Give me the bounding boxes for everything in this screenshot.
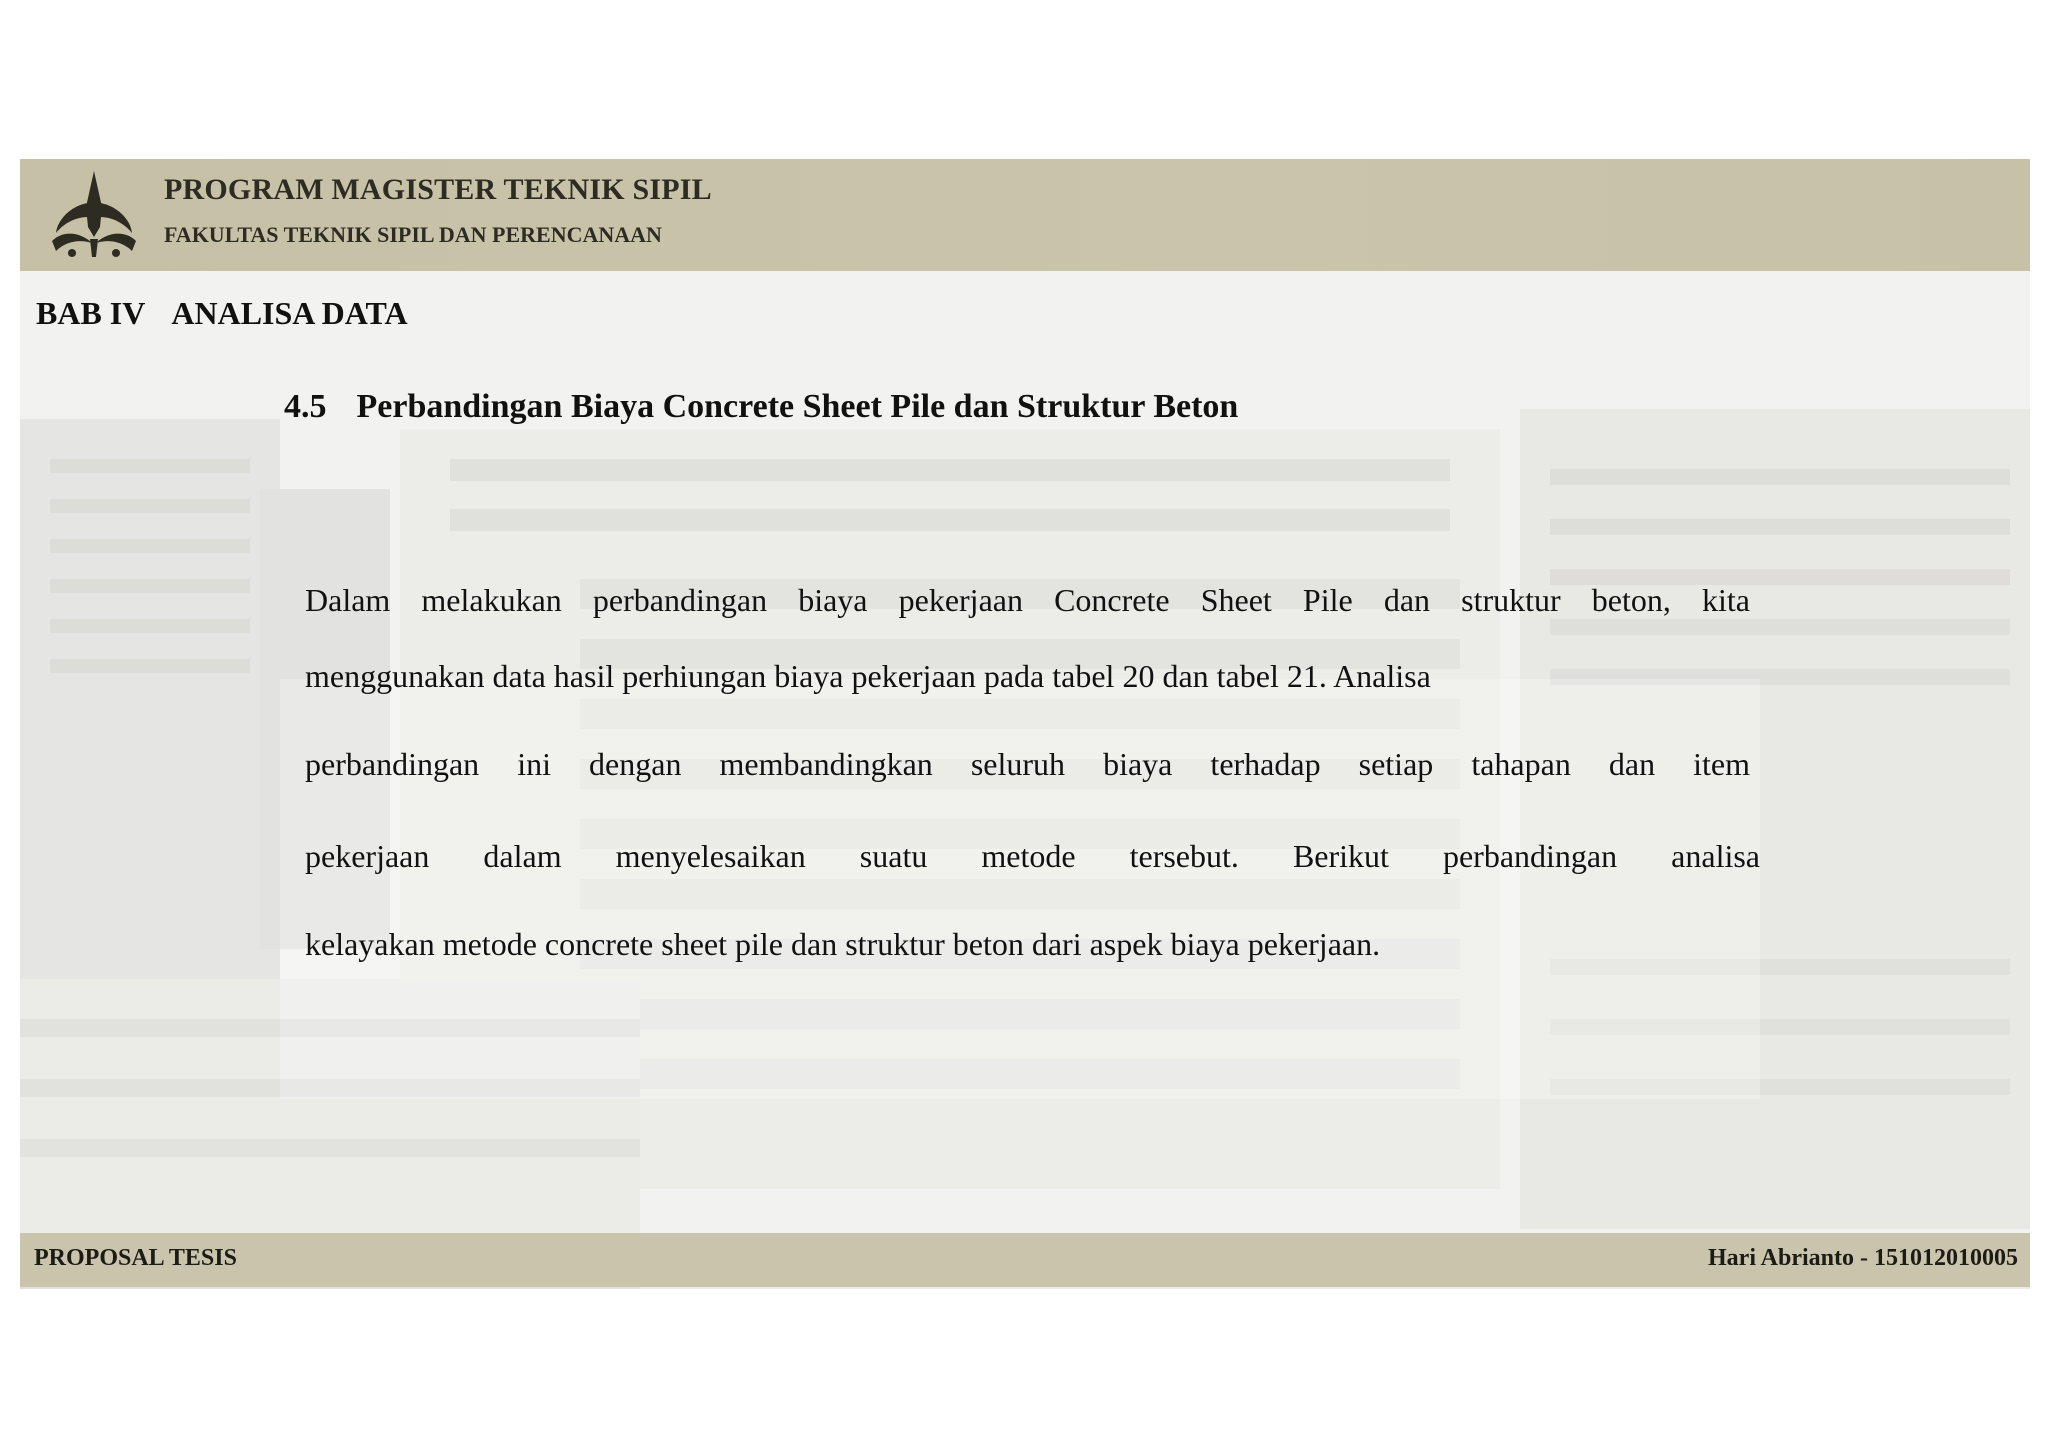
paragraph-line: kelayakan metode concrete sheet pile dan struktur beton dari aspek biaya pekerjaan. xyxy=(305,926,1381,962)
paragraph-line: pekerjaan dalam menyelesaikan suatu metode tersebut. Berikut perbandingan analisa xyxy=(305,838,1760,874)
slide xyxy=(20,159,2030,1289)
footer-author: Hari Abrianto - 151012010005 xyxy=(1708,1245,2018,1271)
section-title: Perbandingan Biaya Concrete Sheet Pile dan Struktur Beton xyxy=(356,388,1239,425)
paragraph-line: menggunakan data hasil perhiungan biaya pekerjaan pada tabel 20 dan tabel 21. Analisa xyxy=(305,658,1431,694)
header-band xyxy=(20,159,2030,271)
chapter-title: ANALISA DATA xyxy=(171,295,408,331)
program-title: PROGRAM MAGISTER TEKNIK SIPIL xyxy=(164,173,712,206)
faculty-title: FAKULTAS TEKNIK SIPIL DAN PERENCANAAN xyxy=(164,222,662,247)
footer-document-type: PROPOSAL TESIS xyxy=(34,1245,237,1271)
university-logo-icon xyxy=(44,167,144,263)
section-number: 4.5 xyxy=(284,388,327,425)
section-heading xyxy=(284,388,1238,426)
paragraph-line: Dalam melakukan perbandingan biaya pekerjaan Concrete Sheet Pile dan struktur beton, kita xyxy=(305,582,1750,618)
chapter-number: BAB IV xyxy=(36,295,146,331)
paragraph-line: perbandingan ini dengan membandingkan seluruh biaya terhadap setiap tahapan dan item xyxy=(305,746,1750,782)
footer-band xyxy=(20,1233,2030,1287)
chapter-heading xyxy=(36,295,408,332)
